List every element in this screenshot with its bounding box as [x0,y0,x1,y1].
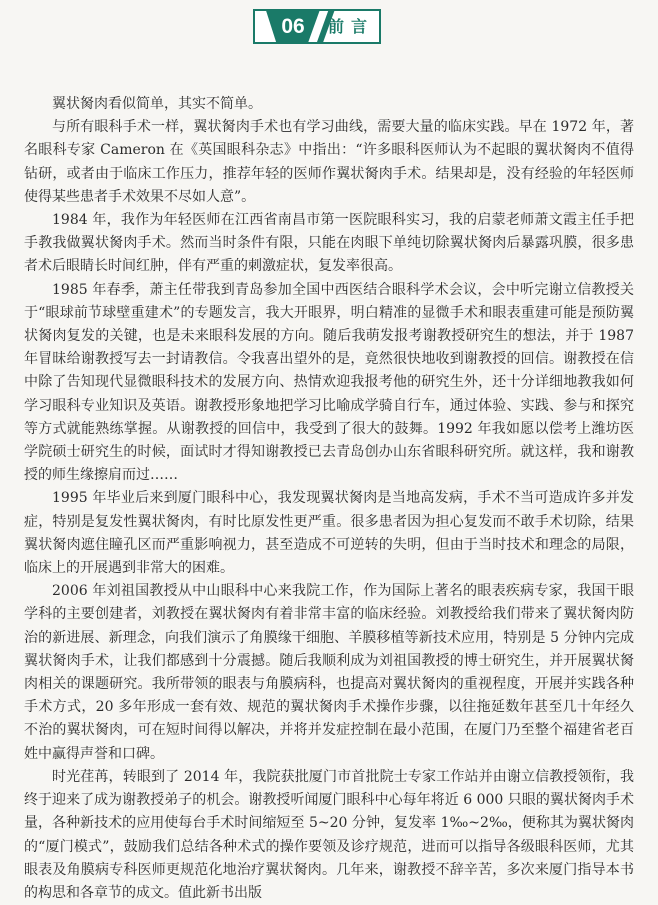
page-title: 前言 [327,17,374,36]
preface-paragraph: 1984 年，我作为年轻医师在江西省南昌市第一医院眼科实习，我的启蒙老师萧文霞主任手把手教我做翼状胬肉手术。然而当时条件有限，只能在肉眼下单纯切除翼状胬肉后暴露巩膜，很多患者术后眼睛长时间红肿，伴有严重的刺激症状，复发率很高。 [24,212,634,275]
page-header-badge [253,9,381,44]
preface-paragraph: 翼状胬肉看似简单，其实不简单。 [52,96,262,112]
preface-paragraph: 与所有眼科手术一样，翼状胬肉手术也有学习曲线，需要大量的临床实践。早在 1972 年，著名眼科专家 Cameron 在《英国眼科杂志》中指出：“许多眼科医师认为不起眼的翼状胬肉不值得钻研，或者由于临床工作压力，推荐年轻的医师作翼状胬肉手术。结果却是，没有经验的年轻医师使得某些患者手术效果不尽如人意”。 [24,119,634,205]
preface-paragraph: 时光荏苒，转眼到了 2014 年，我院获批厦门市首批院士专家工作站并由谢立信教授领衔，我终于迎来了成为谢教授弟子的机会。谢教授听闻厦门眼科中心每年将近 6 000 只眼的翼状胬肉手术量，各种新技术的应用使每台手术时间缩短至 5~20 分钟，复发率 1‰~2‰，便称其为翼状胬肉的“厦门模式”，鼓励我们总结各种术式的操作要领及诊疗规范，进而可以指导各级眼科医师，尤其眼表及角膜病专科医师更规范化地治疗翼状胬肉。几年来，谢教授不辞辛苦，多次来厦门指导本书的构思和各章节的成文。值此新书出版 [24,768,634,901]
preface-paragraph: 2006 年刘祖国教授从中山眼科中心来我院工作，作为国际上著名的眼表疾病专家，我国干眼学科的主要创建者，刘教授在翼状胬肉有着非常丰富的临床经验。刘教授给我们带来了翼状胬肉防治的新进展、新理念，向我们演示了角膜缘干细胞、羊膜移植等新技术应用，特别是 5 分钟内完成翼状胬肉手术，让我们都感到十分震撼。随后我顺利成为刘祖国教授的博士研究生，并开展翼状胬肉相关的课题研究。我所带领的眼表与角膜病科，也提高对翼状胬肉的重视程度，开展并实践各种手术方式，20 多年形成一套有效、规范的翼状胬肉手术操作步骤，以往拖延数年甚至几十年经久不治的翼状胬肉，可在短时间得以解决，并将并发症控制在最小范围，在厦门乃至整个福建省老百姓中赢得声誉和口碑。 [24,583,634,762]
page-number: 06 [281,15,305,38]
preface-paragraph: 1985 年春季，萧主任带我到青岛参加全国中西医结合眼科学术会议，会中听完谢立信教授关于“眼球前节球壁重建术”的专题发言，我大开眼界，明白精准的显微手术和眼表重建可能是预防翼状胬肉复发的关键，也是未来眼科发展的方向。随后我萌发报考谢教授研究生的想法，并于 1987 年冒昧给谢教授写去一封请教信。令我喜出望外的是，竟然很快地收到谢教授的回信。谢教授在信中除了告知现代显微眼科技术的发展方向、热情欢迎我报考他的研究生外，还十分详细地教我如何学习眼科专业知识及英语。谢教授形象地把学习比喻成学骑自行车，通过体验、实践、参与和探究等方式就能熟练掌握。从谢教授的回信中，我受到了很大的鼓舞。1992 年我如愿以偿考上潍坊医学院硕士研究生的时候，面试时才得知谢教授已去青岛创办山东省眼科研究所。就这样，我和谢教授的师生缘擦肩而过…… [24,281,634,484]
preface-paragraph: 1995 年毕业后来到厦门眼科中心，我发现翼状胬肉是当地高发病，手术不当可造成许多并发症，特别是复发性翼状胬肉，有时比原发性更严重。很多患者因为担心复发而不敢手术切除，结果翼状胬肉遮住瞳孔区而严重影响视力，甚至造成不可逆转的失明，但由于当时技术和理念的局限，临床上的开展遇到非常大的困难。 [24,490,634,577]
preface-body [24,93,634,905]
